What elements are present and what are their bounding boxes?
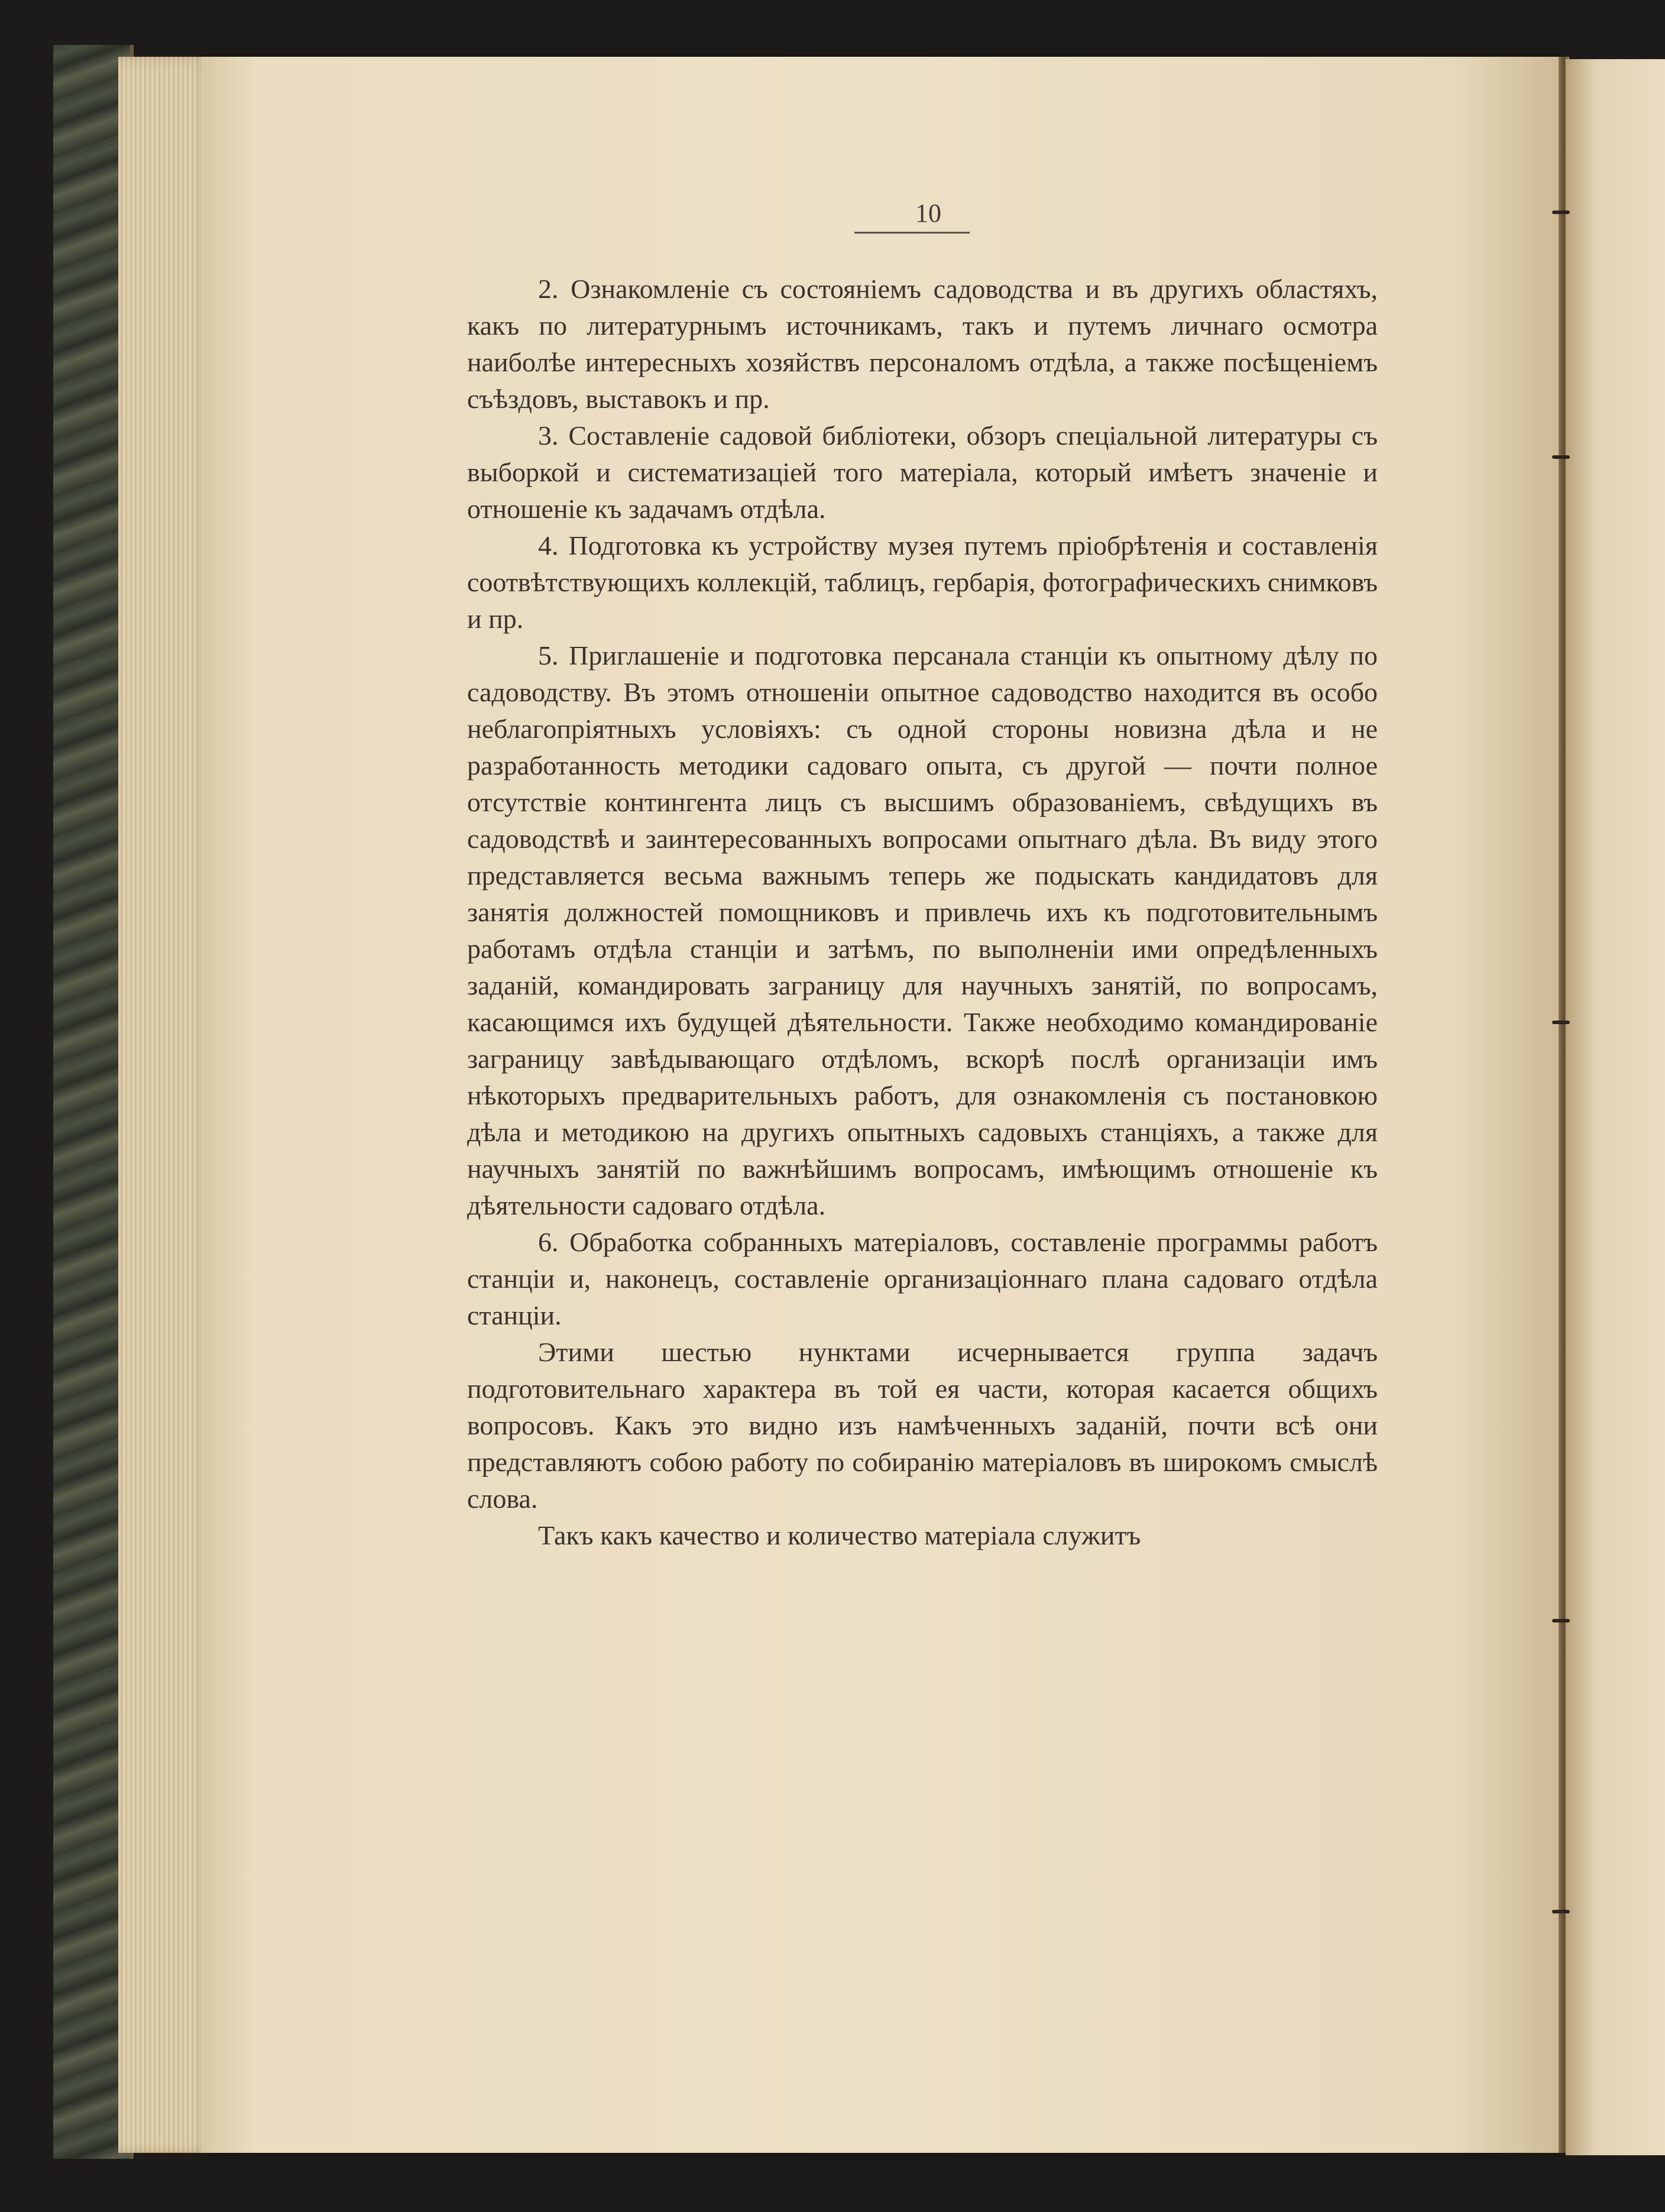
paragraph-item-3: 3. Составленіе садовой библіотеки, обзоръ спеціальной литературы съ выборкой и систематизаціей того матеріала, который имѣетъ значеніе и отношеніе къ задачамъ отдѣла. (467, 420, 1378, 524)
paragraph-summary: Этими шестью нунктами исчернывается группа задачъ подготовительнаго характера въ той ея части, которая касается общихъ вопросовъ. Какъ это видно изъ намѣченныхъ заданій, почти всѣ они представляютъ собою работу по собиранію матеріаловъ въ широкомъ смыслѣ слова. (467, 1337, 1378, 1514)
paragraph-item-2: 2. Ознакомленіе съ состояніемъ садоводства и въ другихъ областяхъ, какъ по литературнымъ источникамъ, такъ и путемъ личнаго осмотра наиболѣе интересныхъ хозяйствъ персоналомъ отдѣла, а также посѣщеніемъ съѣздовъ, выставокъ и пр. (467, 274, 1378, 414)
paragraph-item-5: 5. Приглашеніе и подготовка персанала станціи къ опытному дѣлу по садоводству. Въ этомъ отношеніи опытное садоводство находится въ особо неблагопріятныхъ условіяхъ: съ одной стороны новизна дѣла и не разработанность методики садоваго опыта, съ другой — почти полное отсутствіе контингента лицъ съ высшимъ образованіемъ, свѣдущихъ въ садоводствѣ и заинтересованныхъ вопросами опытнаго дѣла. Въ виду этого представляется весьма важнымъ теперь же подыскать кандидатовъ для занятія должностей помощниковъ и привлечь ихъ къ подготовительнымъ работамъ отдѣла станціи и затѣмъ, по выполненіи ими опредѣленныхъ заданій, командировать заграницу для научныхъ занятій, по вопросамъ, касающимся ихъ будущей дѣятельности. Также необходимо командированіе заграницу завѣдывающаго отдѣломъ, вскорѣ послѣ организаціи имъ нѣкоторыхъ предварительныхъ работъ, для ознакомленія съ постановкою дѣла и методикою на другихъ опытныхъ садовыхъ станціяхъ, а также для научныхъ занятій по важнѣйшимъ вопросамъ, имѣющимъ отношеніе къ дѣятельности садоваго отдѣла. (467, 640, 1378, 1220)
page-edges (118, 57, 213, 2153)
paragraph-item-4: 4. Подготовка къ устройству музея путемъ пріобрѣтенія и составленія соотвѣтствующихъ коллекцій, таблицъ, гербарія, фотографическихъ снимковъ и пр. (467, 530, 1378, 634)
binding-thread-mark (1552, 1021, 1570, 1024)
binding-thread-mark (1552, 455, 1570, 459)
paragraph-item-6: 6. Обработка собранныхъ матеріаловъ, составленіе программы работъ станціи и, наконецъ, составленіе организаціоннаго плана садоваго отдѣла станціи. (467, 1227, 1378, 1330)
binding-thread-mark (1552, 1910, 1570, 1913)
binding-thread-mark (1552, 1619, 1570, 1622)
paragraph-continuation: Такъ какъ качество и количество матеріала служитъ (538, 1520, 1141, 1550)
page-number-rule (854, 232, 970, 234)
facing-page (1566, 59, 1665, 2155)
binding-thread-mark (1552, 210, 1570, 214)
page-number: 10 (915, 199, 941, 228)
body-text (467, 271, 1378, 1554)
